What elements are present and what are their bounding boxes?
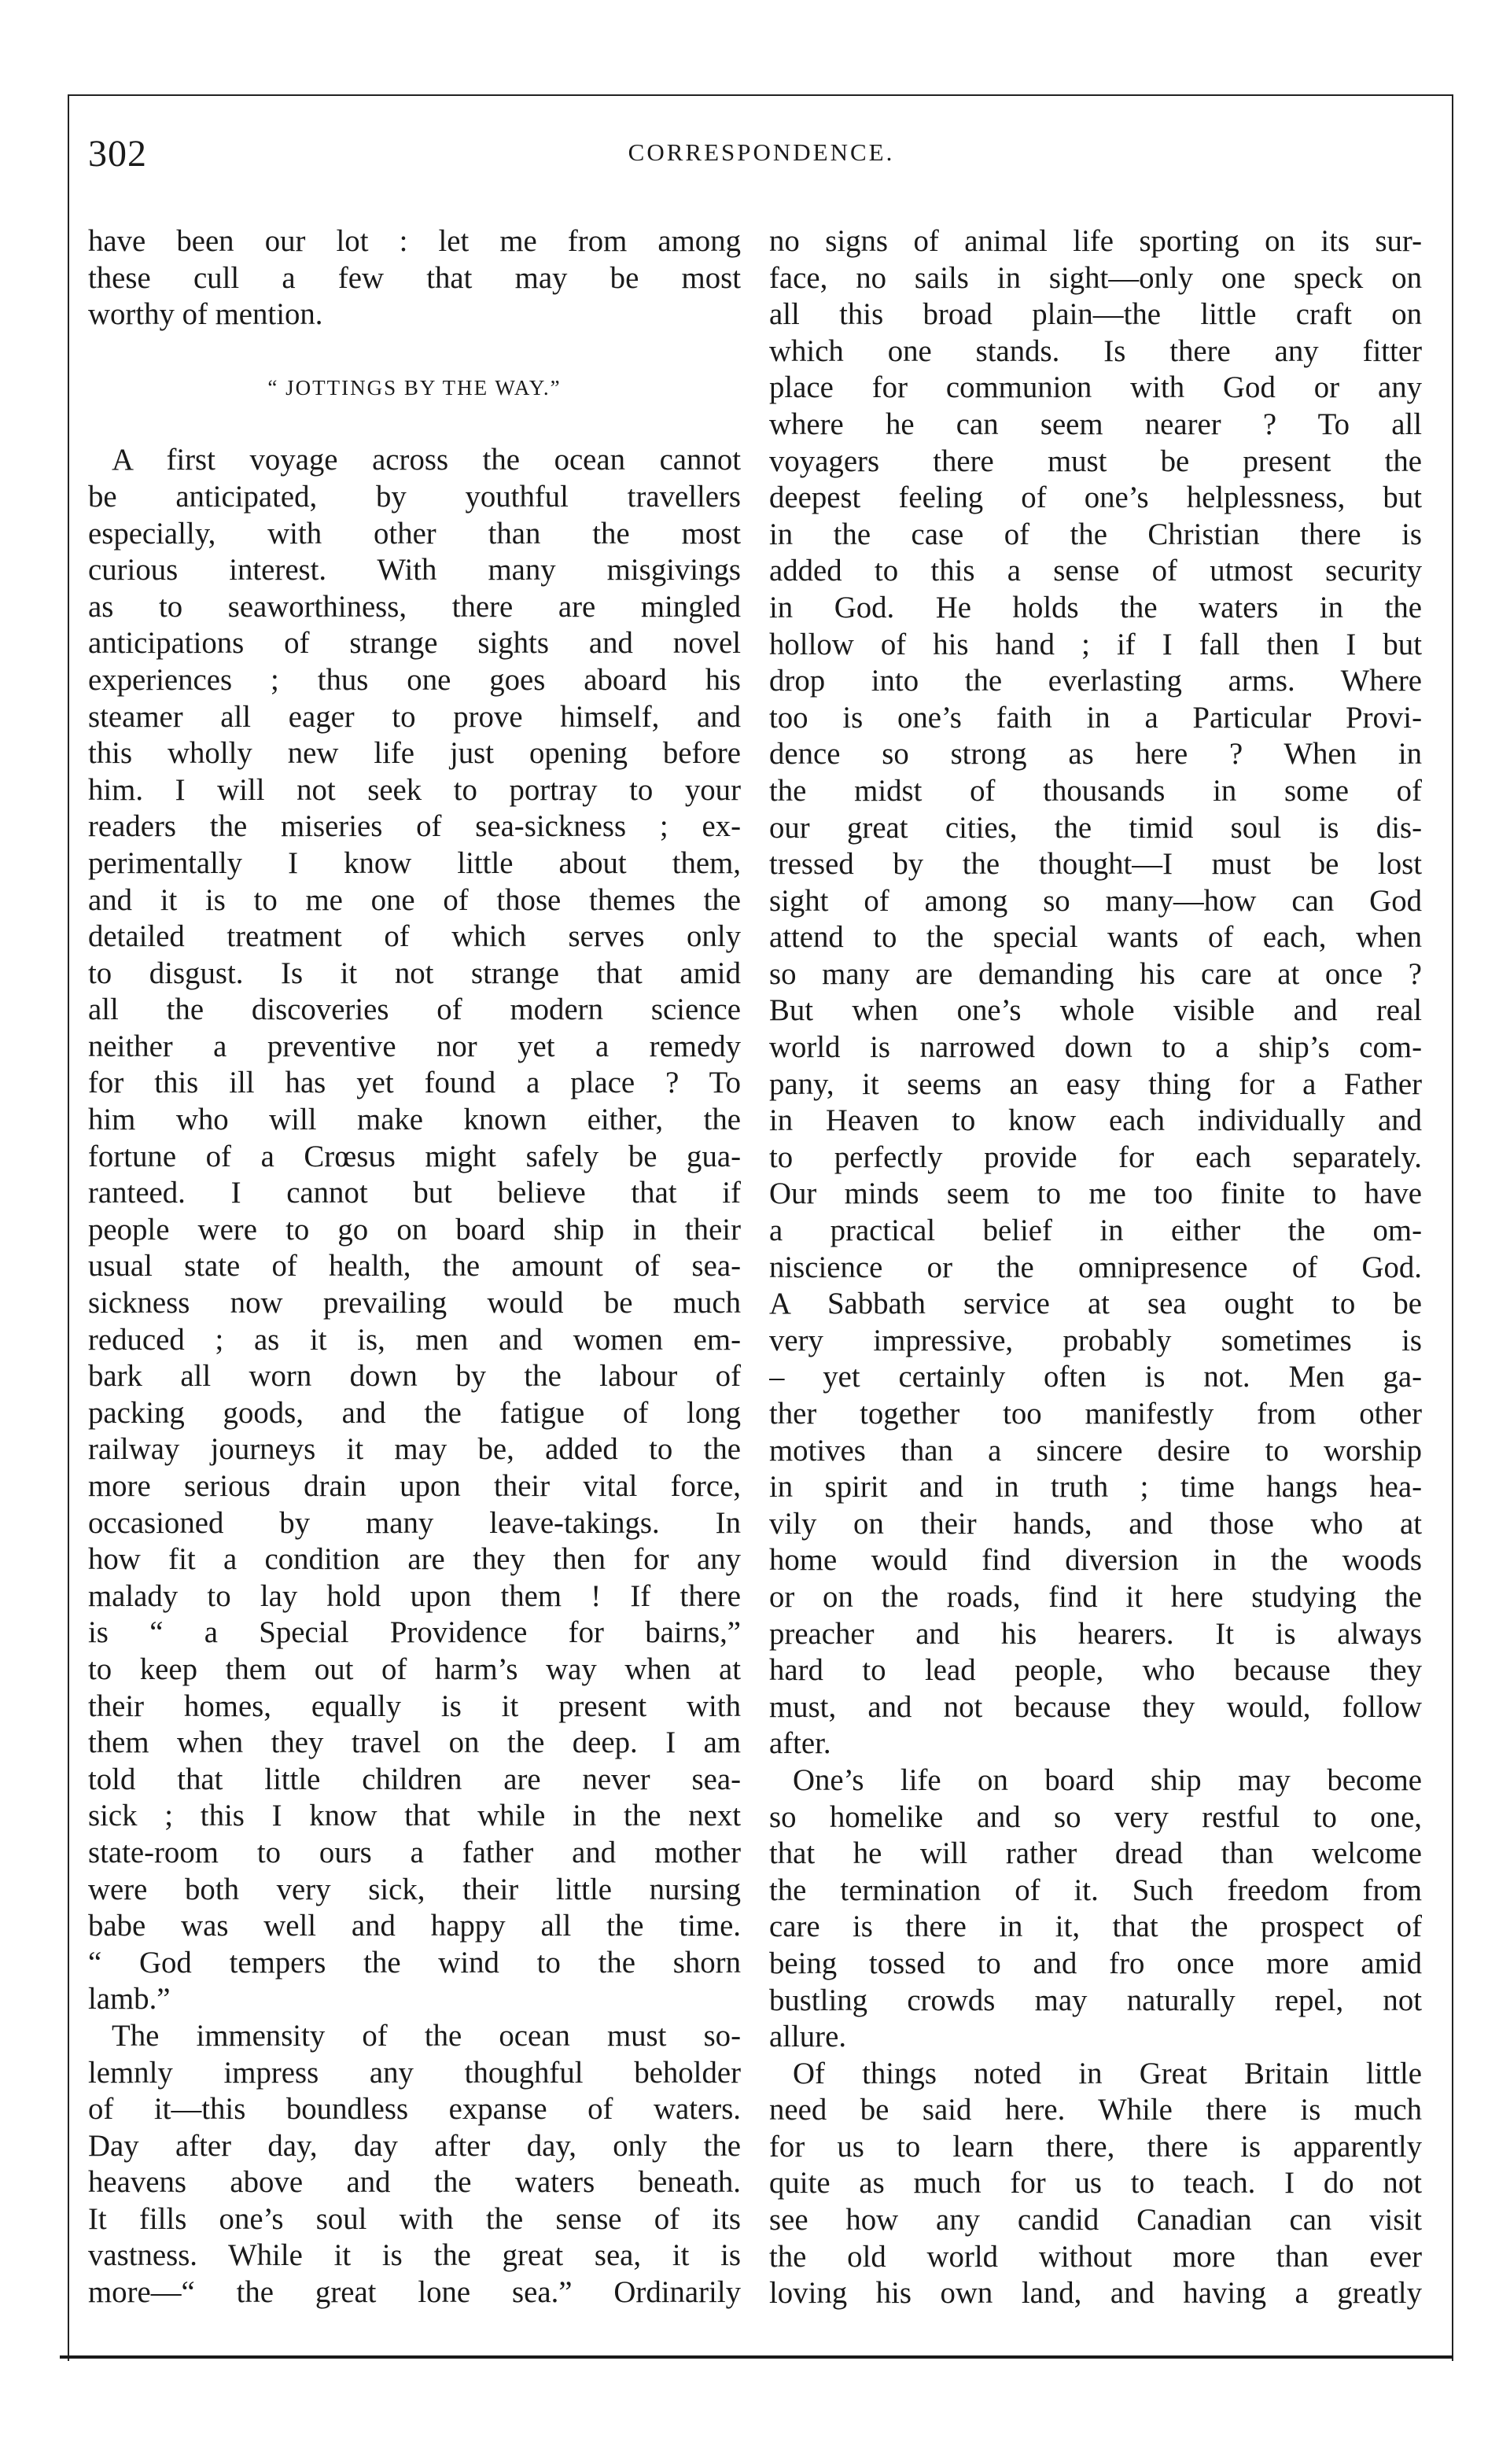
text-line: so many are demanding his care at once ? [769, 956, 1422, 991]
text-line: after. [769, 1726, 831, 1761]
text-line: have been our lot : let me from among [88, 224, 741, 258]
text-line: very impressive, probably sometimes is [769, 1323, 1422, 1357]
text-line: the old world without more than ever [769, 2239, 1422, 2274]
text-line: place for communion with God or any [769, 370, 1422, 405]
text-line: perimentally I know little about them, [88, 845, 741, 880]
text-line: must, and not because they would, follow [769, 1689, 1422, 1724]
text-line: hard to lead people, who because they [769, 1653, 1422, 1688]
text-line: deepest feeling of one’s helplessness, but [769, 481, 1422, 515]
text-line: voyagers there must be present the [769, 444, 1422, 478]
paragraph-signs-of-life [769, 223, 1422, 1762]
text-line: attend to the special wants of each, when [769, 920, 1422, 955]
text-line: The immensity of the ocean must so- [112, 2018, 741, 2053]
text-line: bark all worn down by the labour of [88, 1359, 741, 1394]
text-line: hollow of his hand ; if I fall then I but [769, 627, 1422, 661]
text-line: more—“ the great lone sea.” Ordinarily [88, 2275, 741, 2310]
text-line: motives than a sincere desire to worship [769, 1433, 1422, 1468]
text-line: babe was well and happy all the time. [88, 1909, 741, 1943]
text-line: home would find diversion in the woods [769, 1543, 1422, 1578]
text-line: vily on their hands, and those who at [769, 1506, 1422, 1541]
text-line: world is narrowed down to a ship’s com- [769, 1030, 1422, 1065]
text-line: in God. He holds the waters in the [769, 590, 1422, 624]
paragraph-great-britain [769, 2056, 1422, 2312]
paragraph-life-on-board [769, 1762, 1422, 2056]
text-line: in Heaven to know each individually and [769, 1103, 1422, 1138]
left-column [88, 223, 741, 2311]
text-line: a practical belief in either the om- [769, 1214, 1422, 1248]
text-line: which one stands. Is there any fitter [769, 333, 1422, 368]
text-line: railway journeys it may be, added to the [88, 1432, 741, 1467]
text-line: the termination of it. Such freedom from [769, 1873, 1422, 1907]
text-line: sickness now prevailing would be much [88, 1286, 741, 1320]
text-line: to perfectly provide for each separately. [769, 1140, 1422, 1174]
text-line: anticipations of strange sights and novel [88, 626, 741, 661]
text-line: for us to learn there, there is apparently [769, 2129, 1422, 2164]
text-line: is “ a Special Providence for bairns,” [88, 1615, 741, 1650]
text-line: pany, it seems an easy thing for a Father [769, 1066, 1422, 1101]
text-line: reduced ; as it is, men and women em- [88, 1322, 741, 1357]
text-line: Our minds seem to me too finite to have [769, 1177, 1422, 1211]
text-line: him who will make known either, the [88, 1103, 741, 1137]
text-line: care is there in it, that the prospect of [769, 1910, 1422, 1944]
text-line: ranteed. I cannot but believe that if [88, 1176, 741, 1210]
text-line: being tossed to and fro once more amid [769, 1946, 1422, 1980]
text-line: to disgust. Is it not strange that amid [88, 956, 741, 990]
section-heading: “ JOTTINGS BY THE WAY.” [267, 375, 562, 400]
paragraph-immensity-of-ocean [88, 2018, 741, 2311]
text-line: the midst of thousands in some of [769, 773, 1422, 808]
text-line: lamb.” [88, 1982, 171, 2017]
text-line: steamer all eager to prove himself, and [88, 699, 741, 734]
text-line: their homes, equally is it present with [88, 1689, 741, 1723]
text-line: see how any candid Canadian can visit [769, 2203, 1422, 2237]
text-line: malady to lay hold upon them ! If there [88, 1578, 741, 1613]
text-line: tressed by the thought—I must be lost [769, 847, 1422, 882]
text-line: neither a preventive nor yet a remedy [88, 1029, 741, 1063]
text-line: loving his own land, and having a greatly [769, 2276, 1422, 2311]
text-line: readers the miseries of sea-sickness ; ex- [88, 809, 741, 844]
page-number: 302 [88, 133, 147, 175]
text-line: were both very sick, their little nursing [88, 1872, 741, 1906]
text-line: lemnly impress any thoughful beholder [88, 2055, 741, 2090]
text-line: allure. [769, 2020, 847, 2054]
text-line: for this ill has yet found a place ? To [88, 1066, 741, 1100]
running-title: CORRESPONDENCE. [628, 138, 895, 166]
text-line: as to seaworthiness, there are mingled [88, 589, 741, 624]
text-line: fortune of a Crœsus might safely be gua- [88, 1139, 741, 1173]
text-line: heavens above and the waters beneath. [88, 2165, 741, 2200]
text-line: added to this a sense of utmost security [769, 554, 1422, 588]
text-line: or on the roads, find it here studying the [769, 1579, 1422, 1614]
text-line: where he can seem nearer ? To all [769, 407, 1422, 441]
text-line: that he will rather dread than welcome [769, 1836, 1422, 1871]
text-line: A first voyage across the ocean cannot [112, 443, 741, 477]
text-line: niscience or the omnipresence of God. [769, 1250, 1422, 1284]
text-line: no signs of animal life sporting on its sur- [769, 224, 1422, 258]
text-line: so homelike and so very restful to one, [769, 1799, 1422, 1834]
text-line: experiences ; thus one goes aboard his [88, 662, 741, 697]
right-column [769, 223, 1422, 2312]
text-line: in spirit and in truth ; time hangs hea- [769, 1470, 1422, 1505]
text-line: how fit a condition are they then for any [88, 1542, 741, 1577]
text-line: especially, with other than the most [88, 516, 741, 551]
text-line: quite as much for us to teach. I do not [769, 2166, 1422, 2201]
text-line: state-room to ours a father and mother [88, 1835, 741, 1869]
text-line: all the discoveries of modern science [88, 993, 741, 1027]
text-line: dence so strong as here ? When in [769, 737, 1422, 772]
text-line: Of things noted in Great Britain little [793, 2056, 1422, 2090]
text-line: detailed treatment of which serves only [88, 919, 741, 954]
text-line: sight of among so many—how can God [769, 883, 1422, 918]
text-line: preacher and his hearers. It is always [769, 1616, 1422, 1651]
text-line: of it—this boundless expanse of waters. [88, 2092, 741, 2127]
text-line: One’s life on board ship may become [793, 1762, 1422, 1797]
bottom-rule [60, 2355, 1453, 2359]
text-line: – yet certainly often is not. Men ga- [769, 1360, 1422, 1394]
paragraph-first-voyage [88, 442, 741, 2018]
text-line: people were to go on board ship in their [88, 1212, 741, 1247]
text-line: more serious drain upon their vital force, [88, 1469, 741, 1503]
text-line: But when one’s whole visible and real [769, 993, 1422, 1028]
text-line: him. I will not seek to portray to your [88, 772, 741, 807]
text-line: usual state of health, the amount of sea- [88, 1249, 741, 1284]
text-line: all this broad plain—the little craft on [769, 297, 1422, 332]
text-line: ther together too manifestly from other [769, 1397, 1422, 1431]
text-line: A Sabbath service at sea ought to be [769, 1287, 1422, 1321]
text-line: It fills one’s soul with the sense of its [88, 2201, 741, 2236]
intro-paragraph [88, 223, 741, 333]
text-line: in the case of the Christian there is [769, 517, 1422, 551]
text-line: occasioned by many leave-takings. In [88, 1505, 741, 1540]
text-line: face, no sails in sight—only one speck on [769, 260, 1422, 295]
text-line: them when they travel on the deep. I am [88, 1726, 741, 1760]
text-line: and it is to me one of those themes the [88, 882, 741, 917]
text-line: curious interest. With many misgivings [88, 553, 741, 587]
text-line: vastness. While it is the great sea, it is [88, 2238, 741, 2273]
text-line: too is one’s faith in a Particular Provi- [769, 700, 1422, 735]
text-line: told that little children are never sea- [88, 1762, 741, 1796]
text-line: sick ; this I know that while in the next [88, 1799, 741, 1833]
text-line: to keep them out of harm’s way when at [88, 1652, 741, 1686]
text-line: be anticipated, by youthful travellers [88, 479, 741, 514]
text-line: this wholly new life just opening before [88, 736, 741, 771]
text-line: these cull a few that may be most [88, 260, 741, 295]
running-head [88, 132, 1434, 179]
text-line: worthy of mention. [88, 297, 323, 332]
text-line: our great cities, the timid soul is dis- [769, 810, 1422, 845]
text-line: Day after day, day after day, only the [88, 2128, 741, 2163]
text-line: packing goods, and the fatigue of long [88, 1395, 741, 1430]
text-line: drop into the everlasting arms. Where [769, 664, 1422, 698]
text-line: bustling crowds may naturally repel, not [769, 1983, 1422, 2017]
text-line: “ God tempers the wind to the shorn [88, 1945, 741, 1980]
text-line: need be said here. While there is much [769, 2093, 1422, 2127]
